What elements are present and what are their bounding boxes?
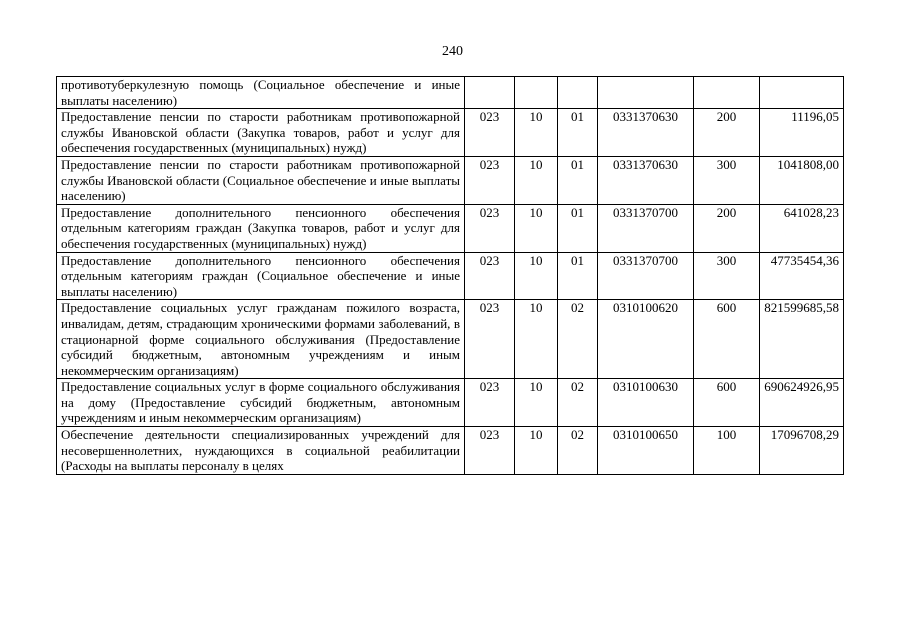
row-description: Предоставление социальных услуг в форме социального обслуживания на дому (Предоставление субсидий бюджетным, автономным учреждениям и иным некоммерческим организациям) — [57, 379, 465, 427]
row-expense-type-code: 600 — [694, 300, 760, 379]
row-target-article-code: 0331370630 — [598, 109, 694, 157]
row-section-code: 10 — [515, 300, 558, 379]
table-row — [57, 300, 844, 379]
row-grbs-code: 023 — [465, 156, 515, 204]
table-row — [57, 156, 844, 204]
row-section-code — [515, 77, 558, 109]
row-expense-type-code: 300 — [694, 252, 760, 300]
row-section-code: 10 — [515, 156, 558, 204]
row-subsection-code: 01 — [558, 109, 598, 157]
row-grbs-code: 023 — [465, 300, 515, 379]
table-row — [57, 252, 844, 300]
budget-expenditure-table — [56, 76, 844, 475]
row-section-code: 10 — [515, 204, 558, 252]
row-target-article-code: 0331370700 — [598, 204, 694, 252]
page-number: 240 — [442, 44, 463, 59]
row-grbs-code: 023 — [465, 427, 515, 475]
table-row — [57, 379, 844, 427]
row-target-article-code: 0331370630 — [598, 156, 694, 204]
row-target-article-code: 0310100630 — [598, 379, 694, 427]
row-subsection-code: 01 — [558, 252, 598, 300]
row-amount: 11196,05 — [760, 109, 844, 157]
row-subsection-code — [558, 77, 598, 109]
row-expense-type-code: 100 — [694, 427, 760, 475]
row-target-article-code: 0331370700 — [598, 252, 694, 300]
row-subsection-code: 02 — [558, 427, 598, 475]
row-amount: 690624926,95 — [760, 379, 844, 427]
row-section-code: 10 — [515, 427, 558, 475]
row-expense-type-code: 200 — [694, 109, 760, 157]
row-amount: 1041808,00 — [760, 156, 844, 204]
row-amount — [760, 77, 844, 109]
table-row — [57, 427, 844, 475]
row-grbs-code: 023 — [465, 109, 515, 157]
row-expense-type-code: 200 — [694, 204, 760, 252]
row-subsection-code: 02 — [558, 300, 598, 379]
row-description: Обеспечение деятельности специализированных учреждений для несовершеннолетних, нуждающихся в социальной реабилитации (Расходы на выплаты персоналу в целях — [57, 427, 465, 475]
row-description: Предоставление социальных услуг гражданам пожилого возраста, инвалидам, детям, страдающим хроническими формами заболеваний, в стационарной форме социального обслуживания (Предоставление субсидий бюджетным, автономным учреждениям и иным некоммерческим организациям) — [57, 300, 465, 379]
row-amount: 47735454,36 — [760, 252, 844, 300]
row-expense-type-code: 600 — [694, 379, 760, 427]
row-section-code: 10 — [515, 379, 558, 427]
row-grbs-code: 023 — [465, 252, 515, 300]
row-description: противотуберкулезную помощь (Социальное обеспечение и иные выплаты населению) — [57, 77, 465, 109]
row-amount: 17096708,29 — [760, 427, 844, 475]
row-description: Предоставление пенсии по старости работникам противопожарной службы Ивановской области (Закупка товаров, работ и услуг для обеспечения государственных (муниципальных) нужд) — [57, 109, 465, 157]
row-section-code: 10 — [515, 252, 558, 300]
row-description: Предоставление дополнительного пенсионного обеспечения отдельным категориям граждан (Закупка товаров, работ и услуг для обеспечения государственных (муниципальных) нужд) — [57, 204, 465, 252]
row-target-article-code: 0310100620 — [598, 300, 694, 379]
row-section-code: 10 — [515, 109, 558, 157]
table-row — [57, 109, 844, 157]
row-target-article-code — [598, 77, 694, 109]
row-target-article-code: 0310100650 — [598, 427, 694, 475]
row-description: Предоставление дополнительного пенсионного обеспечения отдельным категориям граждан (Социальное обеспечение и иные выплаты населению) — [57, 252, 465, 300]
row-amount: 641028,23 — [760, 204, 844, 252]
row-amount: 821599685,58 — [760, 300, 844, 379]
row-subsection-code: 02 — [558, 379, 598, 427]
row-expense-type-code — [694, 77, 760, 109]
row-expense-type-code: 300 — [694, 156, 760, 204]
row-subsection-code: 01 — [558, 156, 598, 204]
row-description: Предоставление пенсии по старости работникам противопожарной службы Ивановской области (Социальное обеспечение и иные выплаты населению) — [57, 156, 465, 204]
row-grbs-code: 023 — [465, 204, 515, 252]
table-row — [57, 77, 844, 109]
row-grbs-code — [465, 77, 515, 109]
row-subsection-code: 01 — [558, 204, 598, 252]
row-grbs-code: 023 — [465, 379, 515, 427]
table-row — [57, 204, 844, 252]
